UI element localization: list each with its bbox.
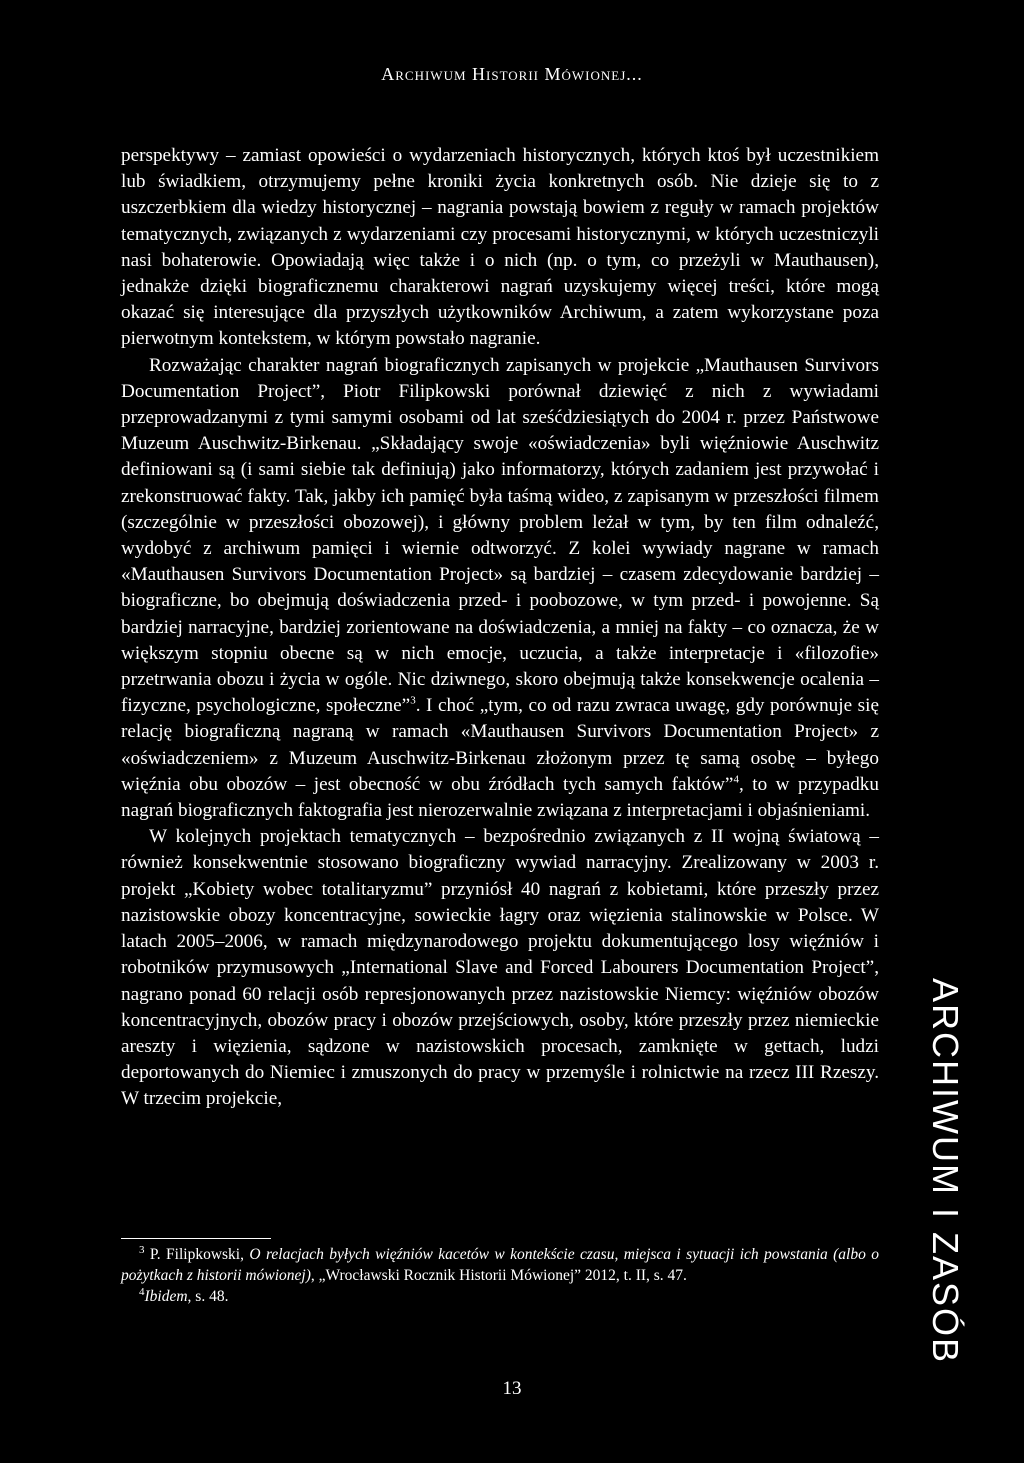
footnote-4 [121,1286,879,1307]
footnote-ref-4: 4 [733,773,739,786]
side-section-title-text: ARCHIWUM I ZASÓB [925,977,966,1365]
footnote-3 [121,1244,879,1286]
paragraph-2-part-a: Rozważając charakter nagrań biograficznych zapisanych w projekcie „Mauthausen Survivors Documentation Project”, Piotr Filipkowski porównał dziewięć z nich z wywiadami przeprowadzanymi z tymi samymi osobami od lat sześćdziesiątych do 2004 r. przez Państwowe Muzeum Auschwitz-Birkenau. „Składający swoje «oświadczenia» byli więźniowie Auschwitz definiowani są (i sami siebie tak definiują) jako informatorzy, których zadaniem jest przywołać i zrekonstruować fakty. Tak, jakby ich pamięć była taśmą wideo, z zapisanym w przeszłości filmem (szczególnie w przeszłości obozowej), i główny problem leżał w tym, by ten film odnaleźć, wydobyć z archiwum pamięci i wiernie odtworzyć. Z kolei wywiady nagrane w ramach «Mauthausen Survivors Documentation Project» są bardziej – czasem zdecydowanie bardziej – biograficzne, bo obejmują doświadczenia przed- i poobozowe, w tym przed- i powojenne. Są bardziej narracyjne, bardziej zorientowane na doświadczenia, a mniej na fakty – co oznacza, że w większym stopniu obecne są w nich emocje, uczucia, a także interpretacje i «filozofie» przetrwania obozu i życia w ogóle. Nic dziwnego, skoro obejmują także konsekwencje ocalenia – fizyczne, psychologiczne, społeczne” [121,354,879,717]
footnote-4-rest: , s. 48. [187,1288,229,1305]
paragraph-3: W kolejnych projektach tematycznych – bezpośrednio związanych z II wojną światową – również konsekwentnie stosowano biograficzny wywiad narracyjny. Zrealizowany w 2003 r. projekt „Kobiety wobec totalitaryzmu” przyniósł 40 nagrań z kobietami, które przeszły przez nazistowskie obozy koncentracyjne, sowieckie łagry oraz więzienia stalinowskie w Polsce. W latach 2005–2006, w ramach międzynarodowego projektu dokumentującego losy więźniów i robotników przymusowych „International Slave and Forced Labourers Documentation Project”, nagrano ponad 60 relacji osób represjonowanych przez nazistowskie Niemcy: więźniów obozów koncentracyjnych, obozów pracy i obozów przejściowych, osoby, które przeszły przez niemieckie areszty i więzienia, sądzone w nazistowskich procesach, zamknięte w gettach, ludzi deportowanych do Niemiec i zmuszonych do pracy w przemyśle i rolnictwie na rzecz III Rzeszy. W trzecim projekcie, [121,826,879,1110]
page-number: 13 [502,1378,522,1399]
footnote-3-title: O relacjach byłych więźniów kacetów w kontekście czasu, miejsca i sytuacji ich powstania (albo o pożytkach z historii mówionej) [121,1246,879,1284]
footnote-3-author: P. Filipkowski, [144,1246,250,1263]
paragraph-1: perspektywy – zamiast opowieści o wydarzeniach historycznych, których ktoś był uczestnikiem lub świadkiem, otrzymujemy pełne kroniki życia konkretnych osób. Nie dzieje się to z uszczerbkiem dla wiedzy historycznej – nagrania powstają bowiem z reguły w ramach projektów tematycznych, związanych z wydarzeniami czy procesami historycznymi, w których uczestniczyli nasi bohaterowie. Opowiadają więc także i o nich (np. o tym, co przeżyli w Mauthausen), jednakże dzięki biograficznemu charakterowi nagrań uzyskujemy więcej treści, które mogą okazać się interesujące dla przyszłych użytkowników Archiwum, a zatem wykorzystane poza pierwotnym kontekstem, w którym powstało nagranie. [121,145,879,350]
footnote-4-title: Ibidem [144,1288,188,1305]
footnote-ref-3: 3 [410,694,416,707]
footnote-separator [121,1238,271,1239]
footnotes [121,1244,879,1307]
side-section-title [895,977,995,1365]
footnote-3-rest: , „Wrocławski Rocznik Historii Mówionej” 2012, t. II, s. 47. [310,1267,687,1284]
paragraph-2-part-c: , to w przypadku nagrań biograficznych faktografia jest nierozerwalnie związana z interpretacjami i objaśnieniami. [121,773,879,822]
paragraph-2 [121,353,879,825]
main-text [121,143,879,1113]
paragraph-2-part-b: . I choć „tym, co od razu zwraca uwagę, gdy porównuje się relację biograficzną nagraną w ramach «Mauthausen Survivors Documentation Project» z «oświadczeniem» z Muzeum Auschwitz-Birkenau złożonym przez tę samą osobę – byłego więźnia obu obozów – jest obecność w obu źródłach tych samych faktów” [121,695,879,795]
footnote-4-number: 4 [139,1285,145,1298]
footnote-3-number: 3 [139,1243,145,1256]
running-head: Archiwum Historii Mówionej... [381,64,643,84]
